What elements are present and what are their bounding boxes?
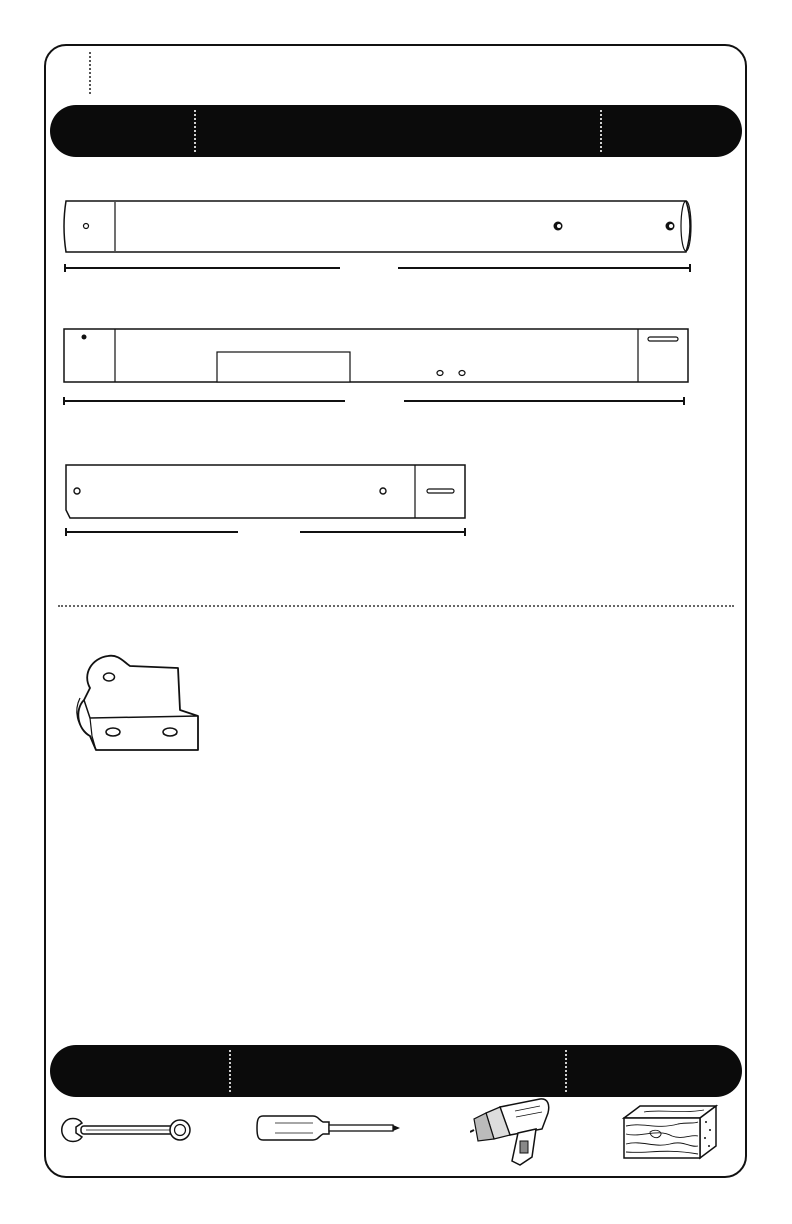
parts-header-divider-right: [600, 110, 602, 152]
corner-dotted-mark: [89, 52, 91, 94]
section-divider: [58, 605, 734, 607]
rail-slot: [648, 337, 678, 341]
rail-hole: [380, 488, 386, 494]
screwdriver-icon: [255, 1110, 405, 1146]
rail-hole: [74, 488, 80, 494]
long-rail-drawing: [60, 195, 700, 275]
rail-hole: [82, 335, 87, 340]
drill-icon: [470, 1095, 555, 1170]
tools-header-bar: [50, 1045, 742, 1097]
tools-header-divider-left: [229, 1050, 231, 1092]
bracket-hole: [104, 673, 115, 681]
corner-bracket-drawing: [70, 650, 215, 760]
rail-slot: [427, 489, 454, 493]
wrench-icon: [60, 1115, 195, 1147]
parts-header-divider-left: [194, 110, 196, 152]
parts-header-bar: [50, 105, 742, 157]
short-rail-drawing: [60, 460, 480, 545]
flat-rail-drawing: [60, 325, 700, 410]
tools-header-divider-right: [565, 1050, 567, 1092]
wood-block-icon: [620, 1102, 720, 1162]
